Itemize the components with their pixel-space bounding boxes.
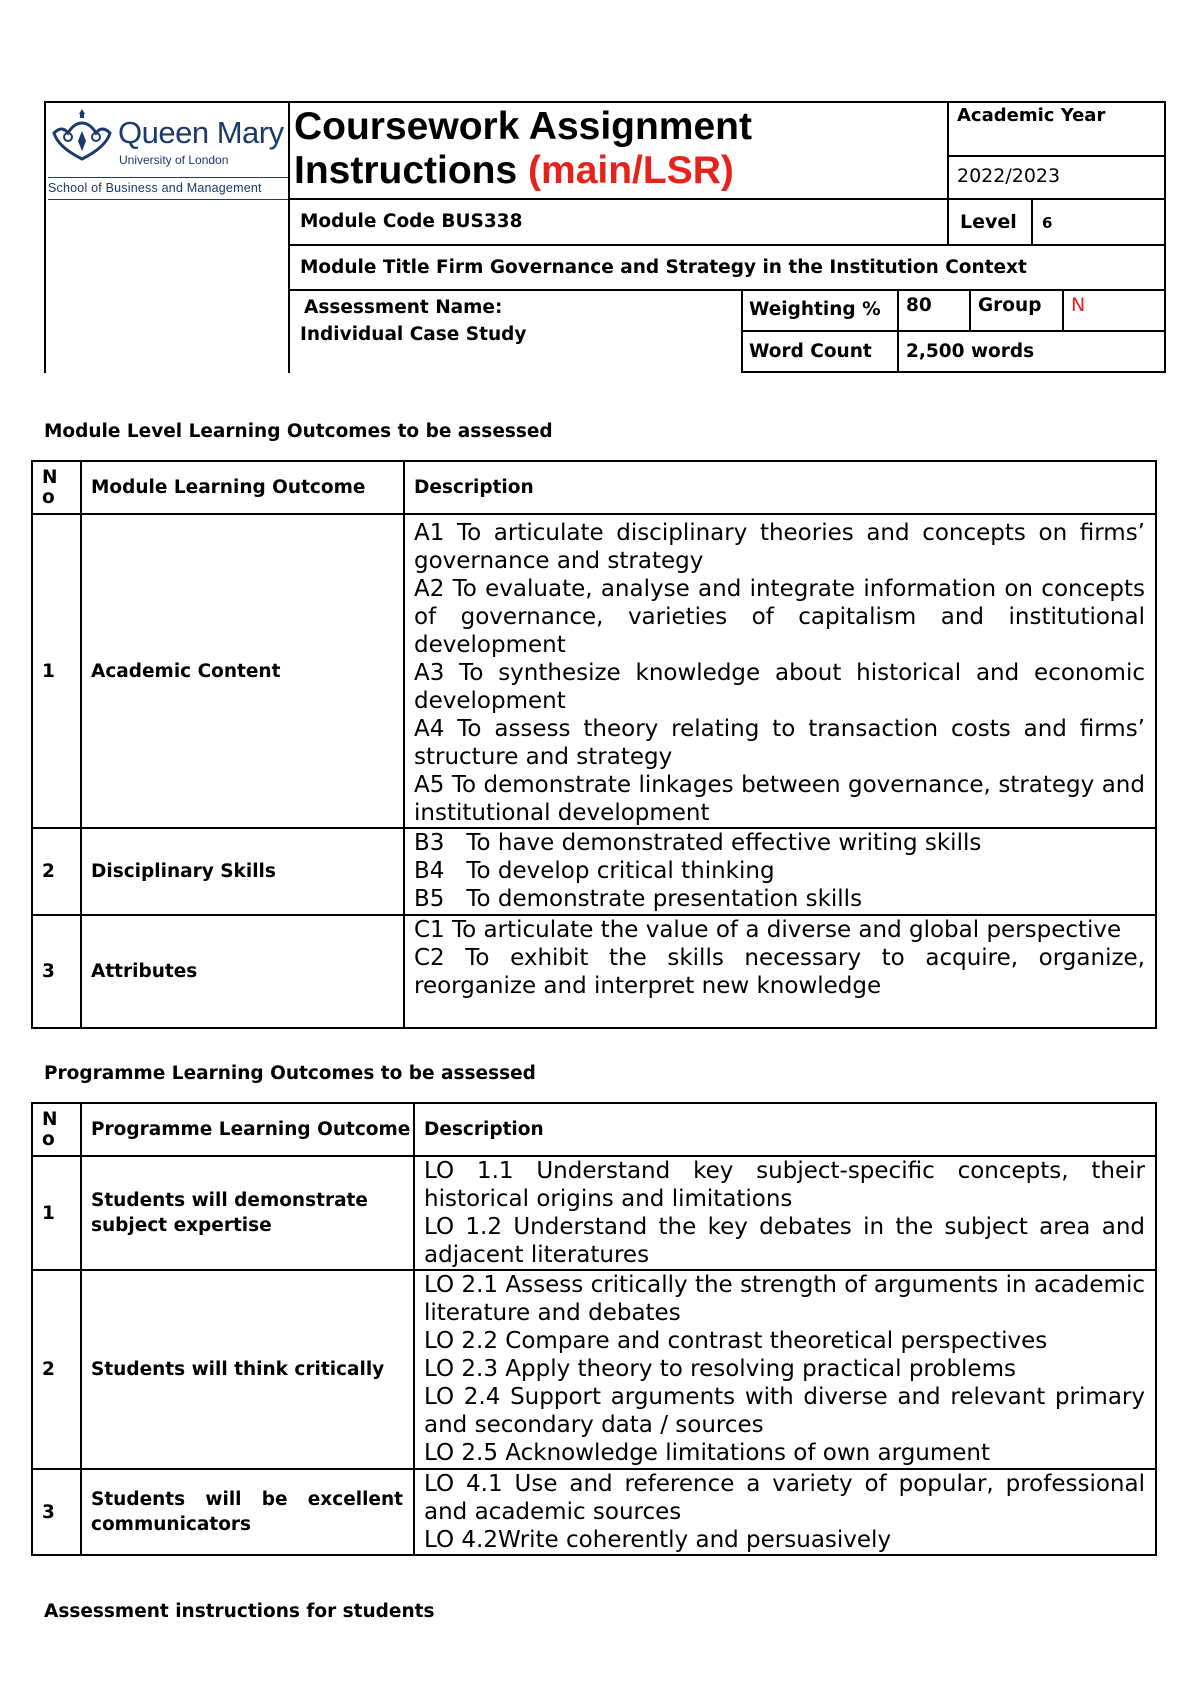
title-line-2: Instructions (294, 149, 518, 192)
crown-crest-icon (50, 107, 114, 165)
row-outcome: Disciplinary Skills (81, 828, 404, 915)
group-value: N (1071, 294, 1086, 316)
table-row (32, 1156, 1156, 1270)
row-description: LO 1.1 Understand key subject-specific concepts, their historical origins and limitations LO 1.2 Understand the key debates in the subject area and adjacent literatures (414, 1156, 1156, 1270)
assessment-instructions-heading: Assessment instructions for students (44, 1601, 435, 1622)
row-description: B3 To have demonstrated effective writing skills B4 To develop critical thinking B5 To demonstrate presentation skills (404, 828, 1156, 915)
table-header-row (32, 461, 1156, 514)
page-title (294, 105, 752, 193)
module-title: Module Title Firm Governance and Strategy in the Institution Context (300, 257, 1027, 278)
module-outcomes-table (31, 460, 1157, 1029)
level-label: Level (960, 211, 1017, 233)
table-header-row (32, 1103, 1156, 1156)
col-description-header: Description (404, 461, 1156, 514)
coursework-header (44, 101, 1166, 373)
row-number: 3 (32, 1469, 81, 1555)
row-number: 2 (32, 828, 81, 915)
assessment-name-value: Individual Case Study (300, 324, 527, 345)
word-count-value: 2,500 words (906, 341, 1035, 362)
assessment-name-label: Assessment Name: (304, 297, 503, 318)
module-code: Module Code BUS338 (300, 211, 523, 232)
level-value: 6 (1042, 214, 1053, 232)
row-number: 1 (32, 1156, 81, 1270)
col-no-header: N o (32, 461, 81, 514)
row-description: LO 4.1 Use and reference a variety of popular, professional and academic sources LO 4.2Write coherently and persuasively (414, 1469, 1156, 1555)
logo-school: School of Business and Management (48, 181, 262, 195)
group-label: Group (978, 295, 1042, 316)
title-line-1: Coursework Assignment (294, 105, 752, 148)
programme-outcomes-heading: Programme Learning Outcomes to be assessed (44, 1063, 536, 1084)
academic-year-label: Academic Year (957, 105, 1106, 126)
row-description: C1 To articulate the value of a diverse and global perspective C2 To exhibit the skills necessary to acquire, organize, reorganize and interpret new knowledge (404, 915, 1156, 1028)
row-number: 2 (32, 1270, 81, 1469)
module-outcomes-heading: Module Level Learning Outcomes to be assessed (44, 421, 553, 442)
table-row (32, 1270, 1156, 1469)
col-outcome-header: Module Learning Outcome (81, 461, 404, 514)
table-row (32, 514, 1156, 828)
weighting-value: 80 (906, 295, 932, 316)
queen-mary-logo (48, 107, 288, 195)
word-count-label: Word Count (749, 341, 872, 362)
logo-subtitle: University of London (119, 153, 229, 167)
row-description: A1 To articulate disciplinary theories and concepts on firms’ governance and strategy A2 To evaluate, analyse and integrate information on concepts of governance, varieties of capitalism and institutional development A3 To synthesize knowledge about historical and economic development A4 To assess theory relating to transaction costs and firms’ structure and strategy A5 To demonstrate linkages between governance, strategy and institutional development (404, 514, 1156, 828)
row-outcome: Academic Content (81, 514, 404, 828)
weighting-label: Weighting % (749, 299, 881, 320)
row-number: 1 (32, 514, 81, 828)
academic-year-value: 2022/2023 (957, 165, 1061, 187)
row-description: LO 2.1 Assess critically the strength of arguments in academic literature and debates LO 2.2 Compare and contrast theoretical perspectives LO 2.3 Apply theory to resolving practical problems LO 2.4 Support arguments with diverse and relevant primary and secondary data / sources LO 2.5 Acknowledge limitations of own argument (414, 1270, 1156, 1469)
table-row (32, 1469, 1156, 1555)
row-outcome: Students will be excellent communicators (81, 1469, 414, 1555)
logo-name: Queen Mary (118, 115, 284, 150)
row-outcome: Attributes (81, 915, 404, 1028)
table-row (32, 915, 1156, 1028)
row-outcome: Students will think critically (81, 1270, 414, 1469)
programme-outcomes-table (31, 1102, 1157, 1556)
col-outcome-header: Programme Learning Outcome (81, 1103, 414, 1156)
col-no-header: N o (32, 1103, 81, 1156)
row-number: 3 (32, 915, 81, 1028)
col-description-header: Description (414, 1103, 1156, 1156)
title-main-lsr: (main/LSR) (528, 149, 734, 192)
row-outcome: Students will demonstrate subject expertise (81, 1156, 414, 1270)
table-row (32, 828, 1156, 915)
